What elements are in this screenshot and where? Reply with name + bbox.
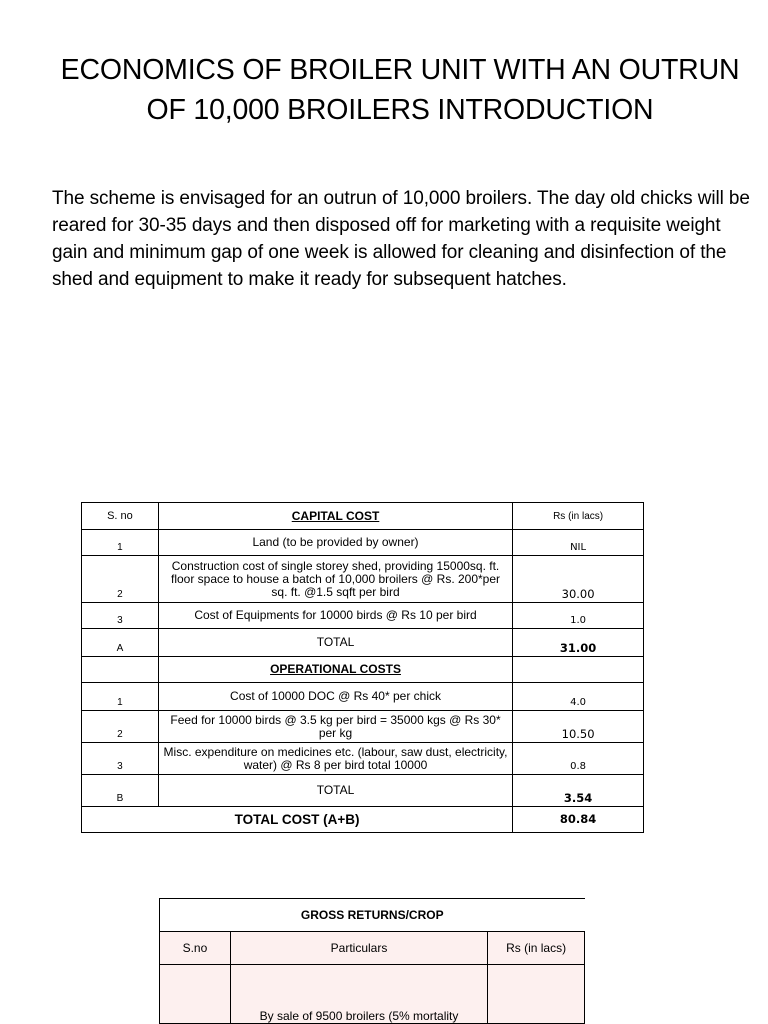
row-amount: 1.0 xyxy=(513,603,644,629)
table-row xyxy=(82,530,644,556)
page-title xyxy=(40,50,760,130)
row-particulars: Construction cost of single storey shed, providing 15000sq. ft. floor space to house a batch of 10,000 broilers @ Rs. 200*per sq. ft. @1.5 sqft per bird xyxy=(158,556,512,603)
table-row xyxy=(82,603,644,629)
empty-cell xyxy=(513,657,644,683)
row-sno xyxy=(160,965,231,1024)
row-particulars: Feed for 10000 birds @ 3.5 kg per bird = 35000 kgs @ Rs 30* per kg xyxy=(158,711,512,743)
table-row xyxy=(82,711,644,743)
returns-title-row xyxy=(160,899,585,932)
operational-costs-heading: OPERATIONAL COSTS xyxy=(158,657,512,683)
table-row xyxy=(82,743,644,775)
gross-returns-title: GROSS RETURNS/CROP xyxy=(160,899,585,932)
row-sno: 2 xyxy=(82,711,159,743)
operational-total-row xyxy=(82,775,644,807)
header-capital-cost: CAPITAL COST xyxy=(158,503,512,530)
row-amount: 0.8 xyxy=(513,743,644,775)
empty-cell xyxy=(82,657,159,683)
header-amount: Rs (in lacs) xyxy=(513,503,644,530)
row-particulars: Cost of 10000 DOC @ Rs 40* per chick xyxy=(158,683,512,711)
total-amount: 3.54 xyxy=(513,775,644,807)
grand-total-amount: 80.84 xyxy=(513,807,644,833)
total-amount: 31.00 xyxy=(513,629,644,657)
capital-total-row xyxy=(82,629,644,657)
grand-total-row xyxy=(82,807,644,833)
row-sno: 1 xyxy=(82,530,159,556)
header-particulars: Particulars xyxy=(230,932,487,965)
row-particulars: Cost of Equipments for 10000 birds @ Rs 10 per bird xyxy=(158,603,512,629)
row-sno: 2 xyxy=(82,556,159,603)
row-particulars: Land (to be provided by owner) xyxy=(158,530,512,556)
operational-header-row xyxy=(82,657,644,683)
title-line-2: OF 10,000 BROILERS INTRODUCTION xyxy=(146,94,654,126)
row-particulars: Misc. expenditure on medicines etc. (labour, saw dust, electricity, water) @ Rs 8 per bird total 10000 xyxy=(158,743,512,775)
header-amount: Rs (in lacs) xyxy=(488,932,585,965)
header-sno: S.no xyxy=(160,932,231,965)
total-label: TOTAL xyxy=(158,629,512,657)
capital-cost-table xyxy=(81,502,644,833)
table-row xyxy=(82,556,644,603)
table-header-row xyxy=(82,503,644,530)
returns-header-row xyxy=(160,932,585,965)
row-sno: 3 xyxy=(82,603,159,629)
row-amount: NIL xyxy=(513,530,644,556)
table-row xyxy=(82,683,644,711)
row-amount xyxy=(488,965,585,1024)
header-sno: S. no xyxy=(82,503,159,530)
row-sno: A xyxy=(82,629,159,657)
intro-paragraph: The scheme is envisaged for an outrun of 10,000 broilers. The day old chicks will be reared for 30-35 days and then disposed off for marketing with a requisite weight gain and minimum gap of one week is allowed for cleaning and disinfection of the shed and equipment to make it ready for subsequent hatches. xyxy=(52,188,750,290)
row-sno: 3 xyxy=(82,743,159,775)
row-amount: 30.00 xyxy=(513,556,644,603)
table-row xyxy=(160,965,585,1024)
row-sno: B xyxy=(82,775,159,807)
row-sno: 1 xyxy=(82,683,159,711)
grand-total-label: TOTAL COST (A+B) xyxy=(82,807,513,833)
row-particulars: By sale of 9500 broilers (5% mortality xyxy=(230,965,487,1024)
gross-returns-table xyxy=(159,898,585,1024)
total-label: TOTAL xyxy=(158,775,512,807)
title-line-1: ECONOMICS OF BROILER UNIT WITH AN OUTRUN xyxy=(60,54,740,86)
row-amount: 10.50 xyxy=(513,711,644,743)
row-amount: 4.0 xyxy=(513,683,644,711)
